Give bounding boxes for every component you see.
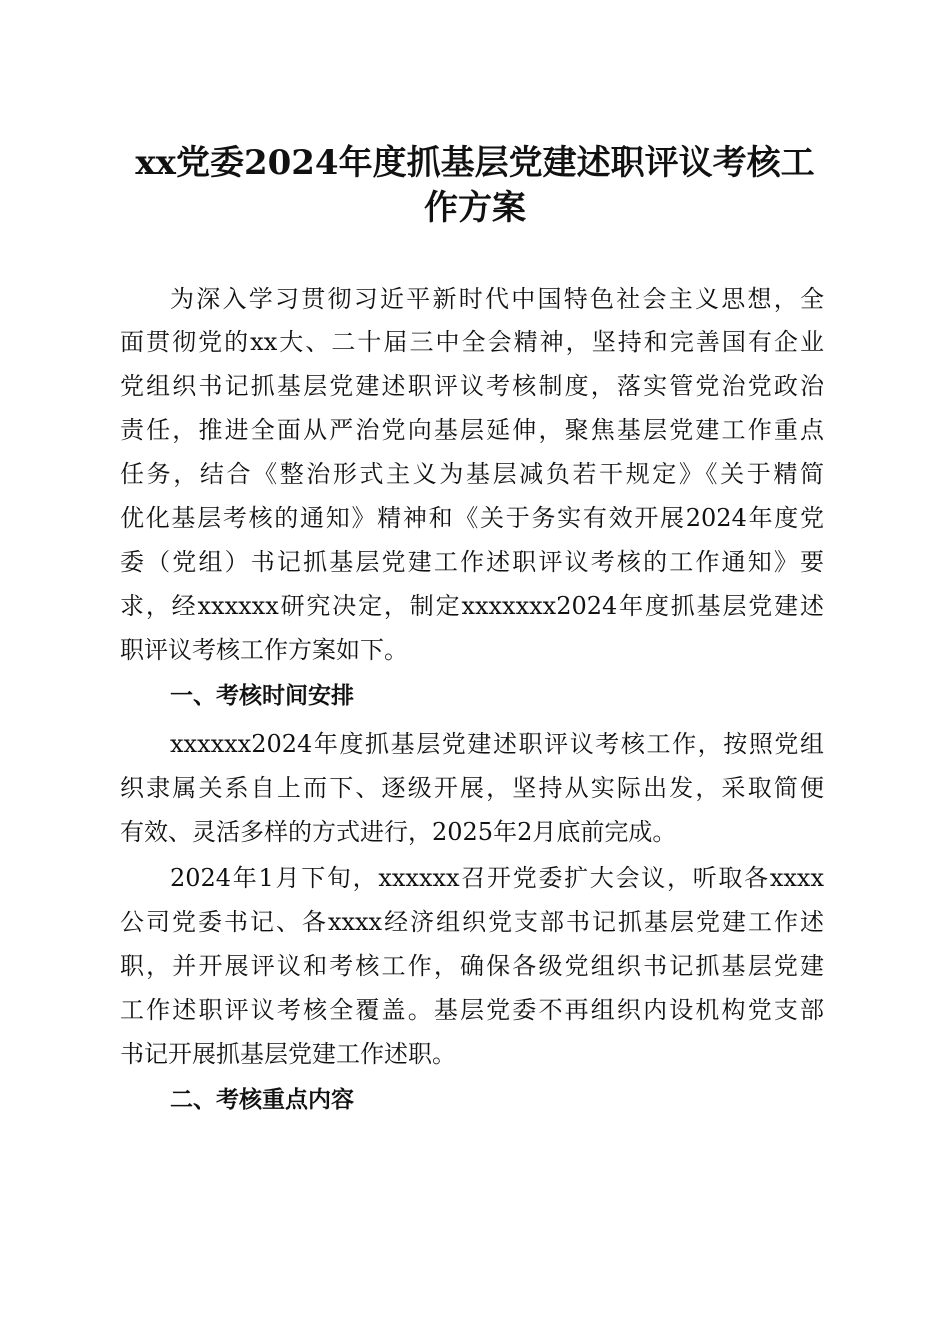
- section1-para2-line: 职，并开展评议和考核工作，确保各级党组织书记抓基层党建: [120, 952, 824, 980]
- intro-line: 党组织书记抓基层党建述职评议考核制度，落实管党治党政治: [120, 372, 824, 400]
- document-title-line-2: 作方案: [424, 188, 526, 228]
- intro-line: 求，经xxxxxx研究决定，制定xxxxxxx2024年度抓基层党建述: [120, 592, 824, 620]
- intro-line: 责任，推进全面从严治党向基层延伸，聚焦基层党建工作重点: [120, 416, 824, 444]
- intro-line: 任务，结合《整治形式主义为基层减负若干规定》《关于精简: [120, 460, 824, 488]
- section1-para1-line: 有效、灵活多样的方式进行，2025年2月底前完成。: [120, 818, 677, 846]
- document-title-line-1: xx党委2024年度抓基层党建述职评议考核工: [135, 143, 815, 183]
- intro-line: 为深入学习贯彻习近平新时代中国特色社会主义思想，全: [170, 285, 824, 313]
- section1-para2-line: 2024年1月下旬，xxxxxx召开党委扩大会议，听取各xxxx: [170, 864, 824, 892]
- section-heading-1: 一、考核时间安排: [170, 683, 354, 709]
- intro-line: 职评议考核工作方案如下。: [120, 636, 408, 664]
- section1-para1-line: xxxxxx2024年度抓基层党建述职评议考核工作，按照党组: [170, 730, 824, 758]
- section1-para1-line: 织隶属关系自上而下、逐级开展，坚持从实际出发，采取简便: [120, 774, 824, 802]
- section1-para2-line: 书记开展抓基层党建工作述职。: [120, 1040, 456, 1068]
- section1-para2-line: 公司党委书记、各xxxx经济组织党支部书记抓基层党建工作述: [120, 908, 824, 936]
- section1-para2-line: 工作述职评议考核全覆盖。基层党委不再组织内设机构党支部: [120, 996, 824, 1024]
- intro-line: 面贯彻党的xx大、二十届三中全会精神，坚持和完善国有企业: [120, 328, 824, 356]
- intro-line: 委（党组）书记抓基层党建工作述职评议考核的工作通知》要: [120, 548, 824, 576]
- intro-line: 优化基层考核的通知》精神和《关于务实有效开展2024年度党: [120, 504, 824, 532]
- section-heading-2: 二、考核重点内容: [170, 1087, 354, 1113]
